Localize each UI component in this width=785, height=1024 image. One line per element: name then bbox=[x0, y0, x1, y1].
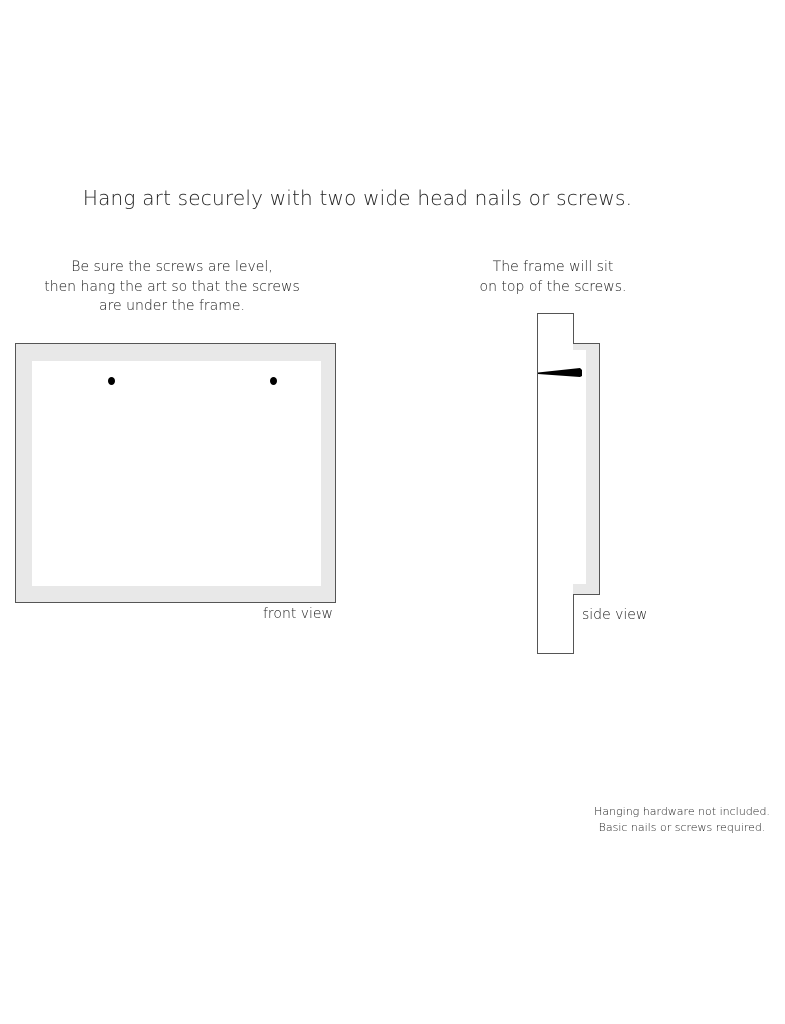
side-view-label: side view bbox=[582, 607, 648, 623]
note-line-1: Hanging hardware not included. bbox=[594, 805, 770, 818]
front-view-caption bbox=[22, 258, 322, 317]
note-line-2: Basic nails or screws required. bbox=[598, 821, 766, 834]
front-view-label: front view bbox=[263, 606, 333, 622]
front-caption-line-3: are under the frame. bbox=[99, 298, 245, 314]
front-caption-line-1: Be sure the screws are level, bbox=[71, 259, 273, 275]
side-caption-line-1: The frame will sit bbox=[492, 259, 614, 275]
side-view-frame bbox=[573, 343, 600, 595]
side-view-frame-inner bbox=[573, 350, 586, 584]
front-view-mat bbox=[32, 361, 321, 586]
right-screw-dot bbox=[270, 377, 277, 385]
side-view-caption bbox=[443, 258, 663, 297]
front-caption-line-2: then hang the art so that the screws bbox=[44, 278, 300, 295]
hardware-note bbox=[560, 804, 785, 836]
side-screw-icon bbox=[536, 366, 586, 380]
side-view-wall bbox=[537, 313, 574, 654]
screw-shape bbox=[538, 368, 582, 377]
page-title: Hang art securely with two wide head nails or screws. bbox=[82, 186, 633, 210]
front-view-frame bbox=[15, 343, 336, 603]
side-caption-line-2: on top of the screws. bbox=[479, 278, 627, 295]
left-screw-dot bbox=[108, 377, 115, 385]
